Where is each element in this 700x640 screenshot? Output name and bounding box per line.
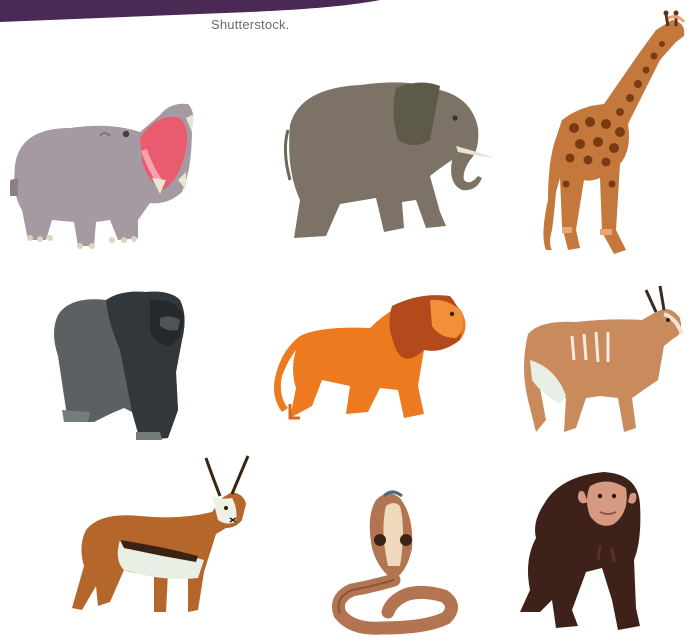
gorilla-illustration bbox=[54, 292, 185, 440]
chimpanzee-illustration bbox=[520, 472, 640, 630]
cobra-illustration bbox=[339, 492, 452, 628]
giraffe-illustration bbox=[543, 11, 684, 255]
credit-text: Shutterstock. bbox=[211, 17, 290, 32]
hippopotamus-illustration bbox=[10, 104, 194, 249]
lion-illustration bbox=[274, 295, 466, 418]
elephant-illustration bbox=[285, 82, 494, 238]
gazelle-illustration bbox=[72, 456, 248, 612]
eland-illustration bbox=[524, 286, 682, 432]
